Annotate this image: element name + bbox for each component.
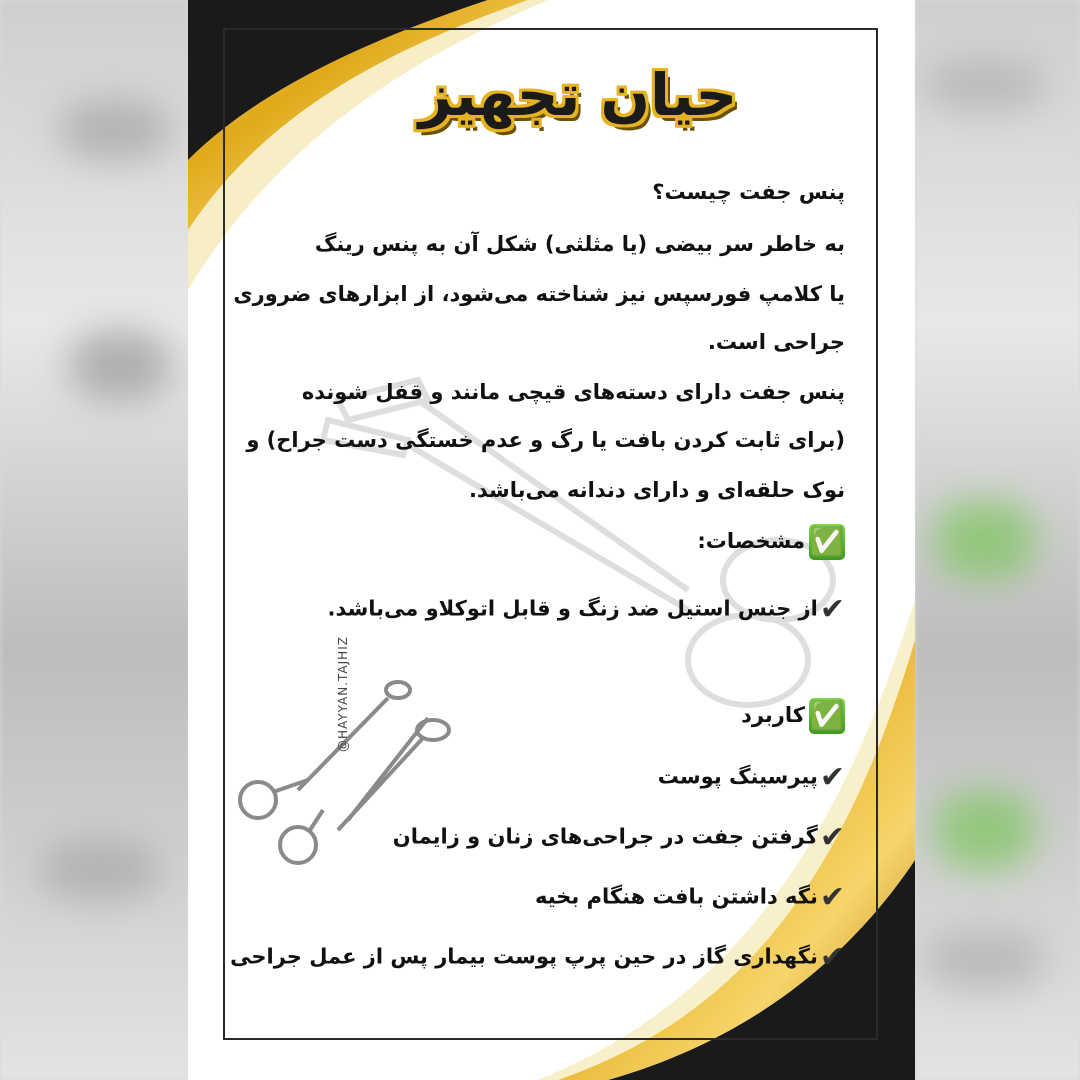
green-check-icon: ✅	[809, 525, 845, 558]
intro-line: نوک حلقه‌ای و دارای دندانه می‌باشد.	[468, 478, 845, 502]
check-icon: ✔	[819, 592, 845, 627]
specs-heading-label: مشخصات:	[697, 529, 805, 553]
usage-item	[658, 760, 845, 795]
usage-heading	[741, 698, 845, 734]
usage-item-label: نگه داشتن بافت هنگام بخیه	[534, 884, 818, 909]
spec-item	[327, 592, 845, 627]
usage-item-label: پیرسینگ پوست	[657, 764, 818, 789]
blurred-backdrop-right	[915, 0, 1080, 1080]
specs-heading	[697, 524, 845, 560]
usage-item-label: نگهداری گاز در حین پرپ پوست بیمار پس از عمل جراحی	[230, 944, 818, 969]
usage-item	[393, 820, 845, 855]
blurred-backdrop-left	[0, 0, 190, 1080]
intro-line: به خاطر سر بیضی (یا مثلثی) شکل آن به پنس رینگ	[314, 232, 845, 256]
post-card	[188, 0, 915, 1080]
intro-line: پنس جفت دارای دسته‌های قیچی مانند و قفل شونده	[301, 380, 845, 404]
usage-item	[230, 940, 845, 975]
spec-item-label: از جنس استیل ضد زنگ و قابل اتوکلاو می‌باشد.	[327, 596, 818, 621]
brand-logo: حیان تجهیز	[418, 61, 738, 129]
check-icon: ✔	[819, 760, 845, 795]
check-icon: ✔	[819, 940, 845, 975]
green-check-icon: ✅	[809, 699, 845, 732]
intro-line: جراحی است.	[707, 330, 845, 354]
intro-line: یا کلامپ فورسپس نیز شناخته می‌شود، از ابزارهای ضروری	[233, 282, 845, 306]
check-icon: ✔	[819, 820, 845, 855]
intro-line: (برای ثابت کردن بافت یا رگ و عدم خستگی دست جراح) و	[246, 428, 845, 452]
usage-heading-label: کاربرد	[741, 703, 805, 727]
usage-item-label: گرفتن جفت در جراحی‌های زنان و زایمان	[392, 824, 818, 849]
instagram-handle: @HAYYAN.TAJHIZ	[336, 636, 350, 752]
usage-item	[535, 880, 845, 915]
intro-question: پنس جفت چیست؟	[652, 180, 845, 204]
check-icon: ✔	[819, 880, 845, 915]
